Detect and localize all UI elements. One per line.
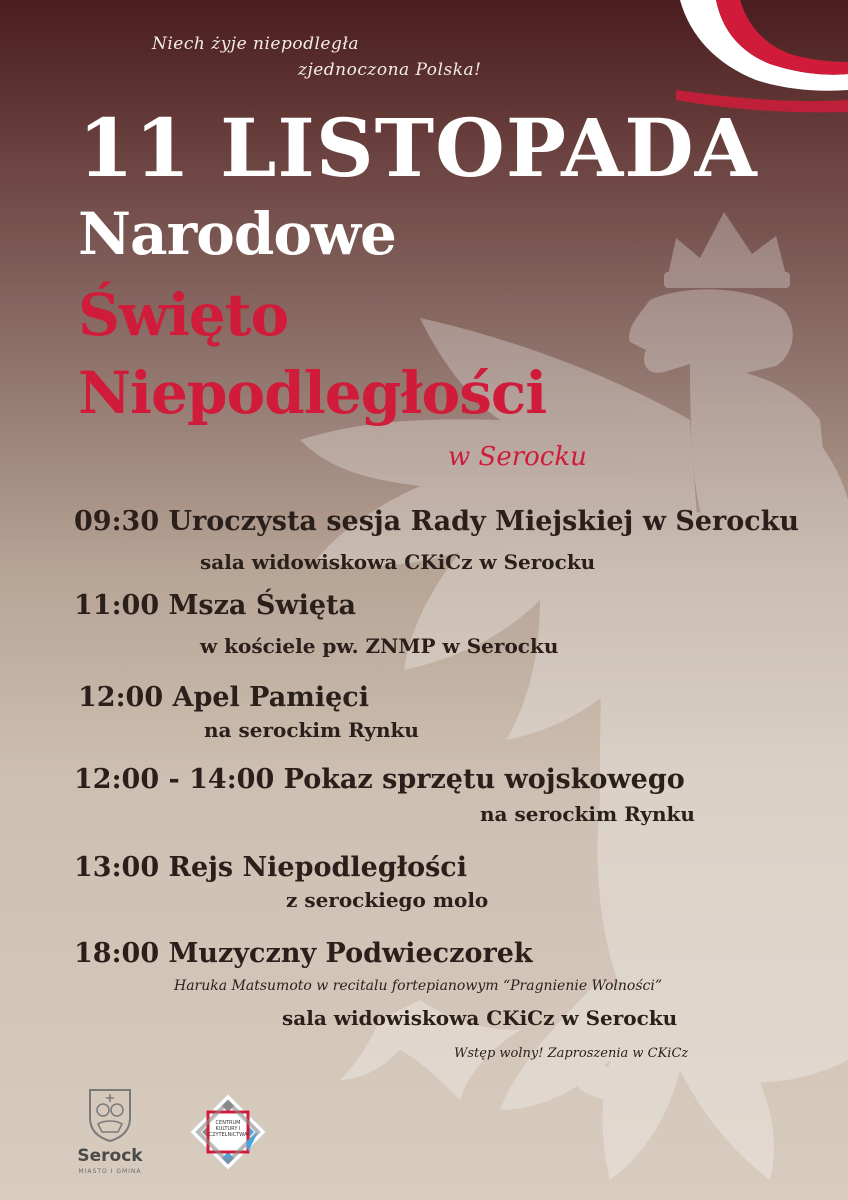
event-title: 12:00 - 14:00 Pokaz sprzętu wojskowego	[74, 764, 685, 795]
event-detail: na serockim Rynku	[204, 718, 419, 742]
serock-logo-name: Serock	[77, 1146, 143, 1166]
event-detail: sala widowiskowa CKiCz w Serocku	[200, 550, 596, 574]
place-label: w Serocku	[448, 442, 587, 472]
serock-coat-of-arms-icon	[88, 1088, 132, 1142]
ckicz-logo	[188, 1092, 268, 1172]
motto-line-1: Niech żyje niepodległa	[152, 34, 360, 54]
event-detail: na serockim Rynku	[480, 802, 695, 826]
event-title: 18:00 Muzyczny Podwieczorek	[74, 938, 533, 969]
event-note: Haruka Matsumoto w recitalu fortepianowym “Pragnienie Wolności”	[174, 978, 663, 994]
subtitle-line-2: Święto	[78, 281, 289, 349]
motto-line-2: zjednoczona Polska!	[298, 60, 482, 80]
event-title: 13:00 Rejs Niepodległości	[74, 852, 467, 883]
event-detail: w kościele pw. ZNMP w Serocku	[200, 634, 559, 658]
subtitle-line-1: Narodowe	[78, 200, 396, 268]
event-title: 09:30 Uroczysta sesja Rady Miejskiej w Serocku	[74, 506, 800, 537]
event-detail: z serockiego molo	[286, 888, 489, 912]
event-title: 12:00 Apel Pamięci	[78, 682, 369, 713]
event-detail: sala widowiskowa CKiCz w Serocku	[282, 1006, 678, 1030]
serock-logo	[72, 1088, 148, 1188]
serock-logo-tag: MIASTO I GMINA	[78, 1168, 142, 1175]
date-title: 11 LISTOPADA	[78, 101, 758, 195]
footer-note: Wstęp wolny! Zaproszenia w CKiCz	[454, 1046, 689, 1061]
ckicz-logo-text: CENTRUM KULTURY I CZYTELNICTWA	[208, 1120, 248, 1138]
event-title: 11:00 Msza Święta	[74, 590, 356, 621]
subtitle-line-3: Niepodległości	[78, 359, 547, 427]
